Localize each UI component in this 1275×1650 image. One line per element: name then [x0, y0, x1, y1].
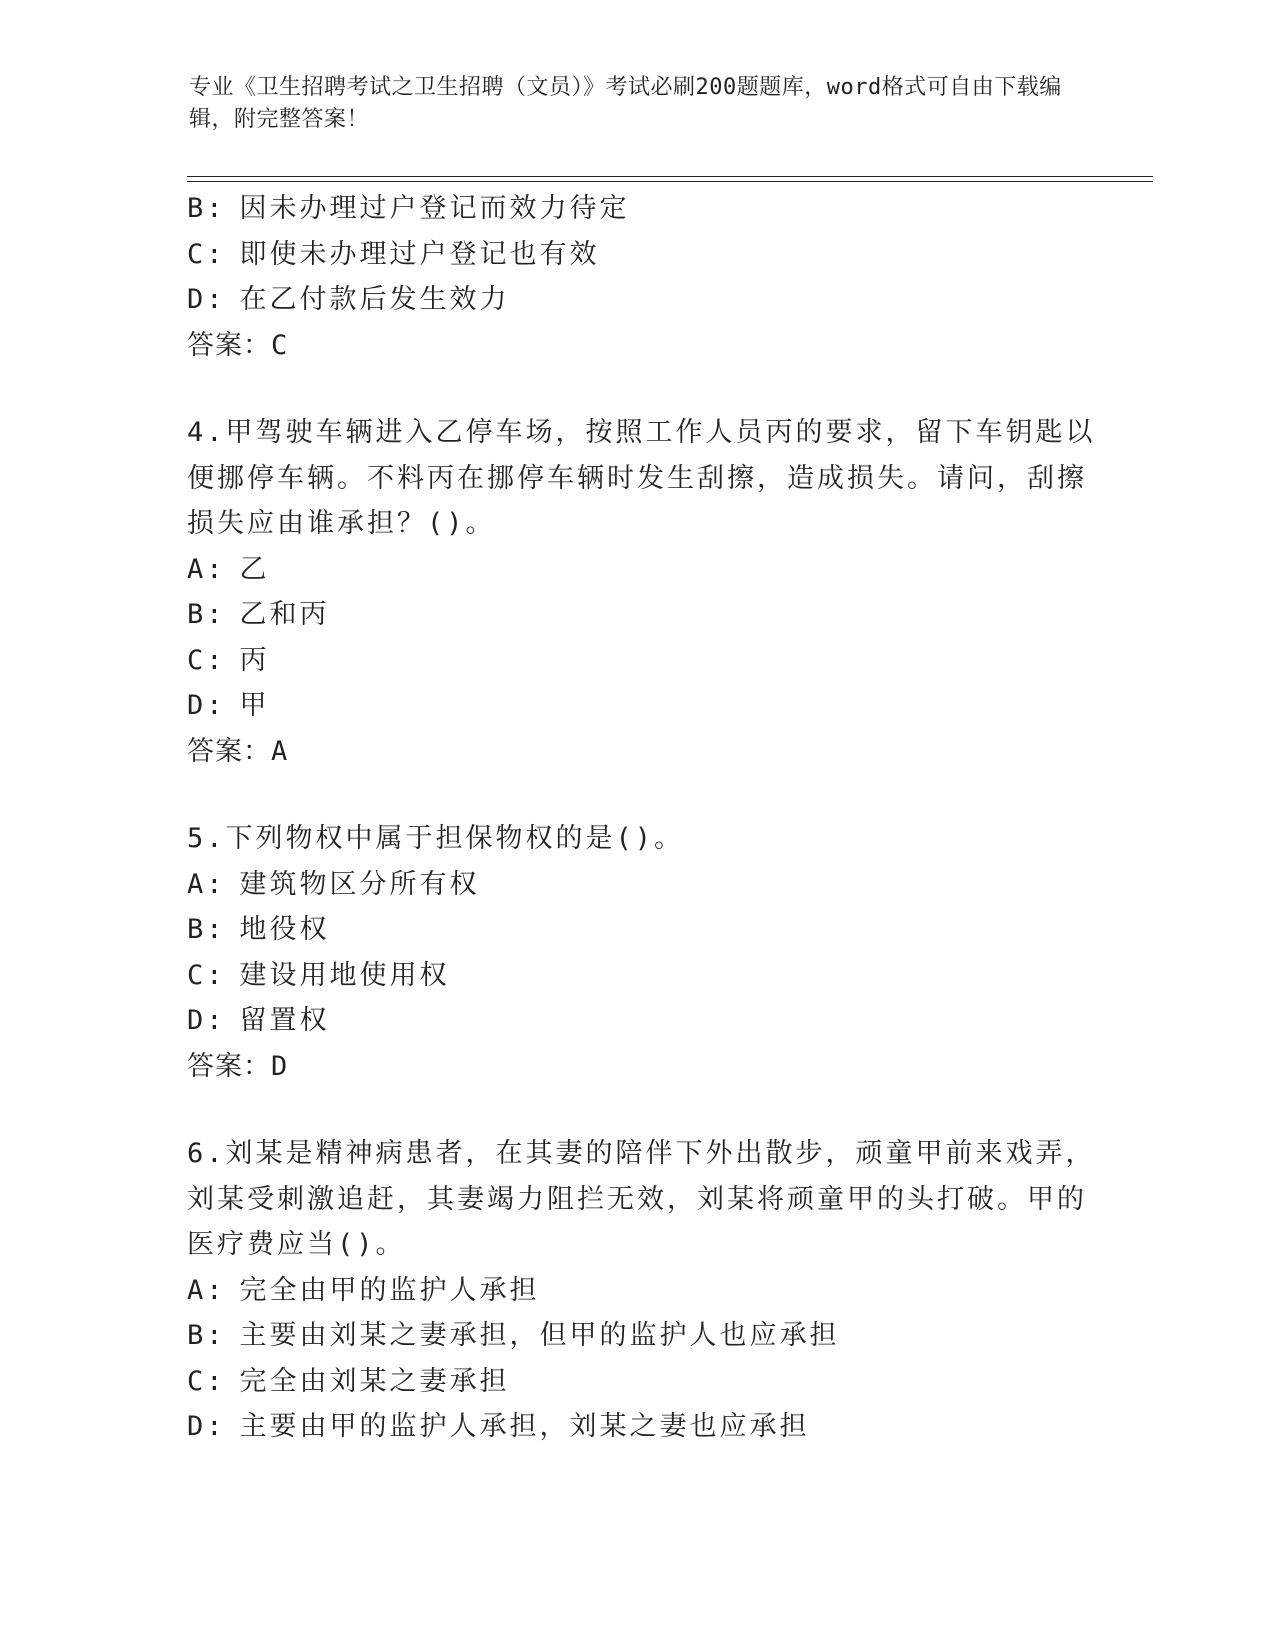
option-label: D: [187, 1005, 226, 1036]
option-label: B: [187, 193, 226, 224]
option-label: C: [187, 959, 226, 991]
answer-line: 答案：A [187, 735, 289, 767]
option-label: B: [187, 914, 226, 945]
answer-line: 答案：D [187, 1050, 289, 1082]
option-label: A: [187, 868, 226, 900]
question-stem-line: 刘某受刺激追赶，其妻竭力阻拦无效，刘某将顽童甲的头打破。甲的 [187, 1183, 1087, 1215]
option-d [187, 277, 1067, 323]
question-3-tail [187, 186, 1067, 368]
option-text: 主要由甲的监护人承担，刘某之妻也应承担 [239, 1411, 810, 1442]
question-stem-line: 6.刘某是精神病患者，在其妻的陪伴下外出散步，顽童甲前来戏弄， [187, 1138, 1096, 1169]
option-label: C: [187, 644, 226, 676]
option-c [187, 232, 1067, 278]
option-label: A: [187, 553, 226, 585]
option-text: 丙 [239, 644, 270, 676]
option-c [187, 638, 1067, 684]
option-text: 即使未办理过户登记也有效 [239, 238, 600, 270]
spacer [187, 1089, 1067, 1131]
option-text: 因未办理过户登记而效力待定 [239, 193, 630, 224]
option-b [187, 592, 1067, 638]
option-a [187, 547, 1067, 593]
answer-line: 答案：C [187, 329, 289, 361]
question-stem-line: 医疗费应当()。 [187, 1229, 406, 1260]
option-text: 留置权 [239, 1005, 330, 1036]
option-text: 乙和丙 [239, 599, 330, 630]
spacer [187, 774, 1067, 816]
option-text: 乙 [239, 553, 270, 585]
question-stem-line: 5.下列物权中属于担保物权的是()。 [187, 823, 685, 854]
header-rule-bottom [187, 181, 1153, 182]
option-d [187, 998, 1067, 1044]
option-a [187, 1268, 1067, 1314]
option-c [187, 1359, 1067, 1405]
option-label: C: [187, 238, 226, 270]
option-label: D: [187, 690, 226, 721]
question-stem-line: 便挪停车辆。不料丙在挪停车辆时发生刮擦，造成损失。请问，刮擦 [187, 462, 1087, 494]
question-4 [187, 410, 1096, 774]
document-body [187, 186, 1096, 1450]
option-d [187, 683, 1067, 729]
option-label: B: [187, 599, 226, 630]
question-5 [187, 816, 1067, 1089]
spacer [187, 368, 1067, 410]
option-c [187, 953, 1067, 999]
option-label: D: [187, 1411, 226, 1442]
option-b [187, 907, 1067, 953]
option-text: 在乙付款后发生效力 [239, 284, 510, 315]
question-stem-line: 损失应由谁承担？()。 [187, 508, 496, 539]
option-d [187, 1404, 1067, 1450]
option-label: D: [187, 284, 226, 315]
option-label: B: [187, 1320, 226, 1351]
option-text: 主要由刘某之妻承担，但甲的监护人也应承担 [239, 1320, 840, 1351]
option-a [187, 862, 1067, 908]
option-text: 建筑物区分所有权 [239, 868, 480, 900]
question-stem-line: 4.甲驾驶车辆进入乙停车场，按照工作人员丙的要求，留下车钥匙以 [187, 417, 1096, 448]
option-label: A: [187, 1274, 226, 1306]
option-b [187, 186, 1067, 232]
option-b [187, 1313, 1067, 1359]
option-text: 完全由甲的监护人承担 [239, 1274, 540, 1306]
option-text: 甲 [239, 690, 270, 721]
option-text: 地役权 [239, 914, 330, 945]
option-text: 完全由刘某之妻承担 [239, 1365, 510, 1397]
document-header: 专业《卫生招聘考试之卫生招聘（文员）》考试必刷200题题库，word格式可自由下载编辑，附完整答案！ [189, 75, 1062, 132]
question-6 [187, 1131, 1096, 1450]
option-text: 建设用地使用权 [239, 959, 450, 991]
header-rule-top [187, 176, 1153, 177]
option-label: C: [187, 1365, 226, 1397]
